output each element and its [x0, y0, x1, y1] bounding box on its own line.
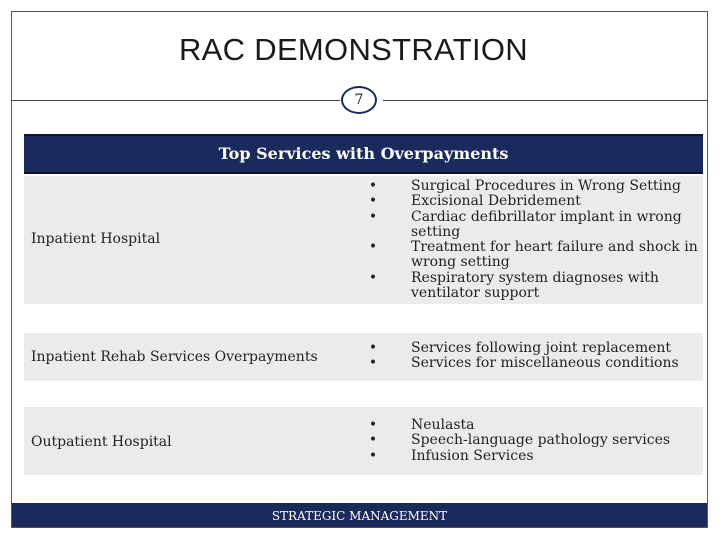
row-category-label: Outpatient Hospital [31, 434, 172, 450]
row-category-label: Inpatient Hospital [31, 231, 161, 247]
bullet-icon: • [368, 193, 378, 210]
list-item: • Services following joint replacement [368, 340, 672, 356]
table-heading: Top Services with Overpayments [24, 134, 703, 174]
title-divider-right [383, 100, 708, 101]
row-bullet-list [364, 341, 699, 372]
table-row-inpatient-hospital [24, 176, 703, 304]
bullet-icon: • [368, 432, 378, 449]
list-item: • Treatment for heart failure and shock in wrong setting [368, 239, 698, 271]
title-divider-left [11, 100, 340, 101]
list-item: • Neulasta [368, 417, 475, 433]
slide-title: RAC DEMONSTRATION [179, 32, 528, 67]
list-item: • Services for miscellaneous conditions [368, 355, 679, 372]
table-row-outpatient-hospital [24, 407, 703, 475]
row-bullet-list [364, 179, 699, 301]
bullet-icon: • [368, 447, 378, 464]
list-item: • Speech-language pathology services [368, 432, 671, 449]
row-category-label: Inpatient Rehab Services Overpayments [31, 349, 318, 365]
list-item: • Infusion Services [368, 447, 534, 464]
bullet-icon: • [368, 178, 378, 194]
list-item: • Surgical Procedures in Wrong Setting [368, 178, 681, 194]
page-number-badge: 7 [341, 86, 377, 114]
list-item: • Respiratory system diagnoses with ventilator support [368, 269, 659, 302]
bullet-icon: • [368, 417, 378, 433]
bullet-icon: • [368, 239, 378, 256]
bullet-icon: • [368, 340, 378, 356]
footer-bar: STRATEGIC MANAGEMENT [12, 503, 707, 527]
bullet-icon: • [368, 269, 378, 286]
bullet-icon: • [368, 355, 378, 372]
row-bullet-list [364, 418, 699, 464]
list-item: • Excisional Debridement [368, 193, 581, 210]
table-row-inpatient-rehab [24, 333, 703, 381]
bullet-icon: • [368, 208, 378, 225]
list-item: • Cardiac defibrillator implant in wrong setting [368, 208, 682, 240]
